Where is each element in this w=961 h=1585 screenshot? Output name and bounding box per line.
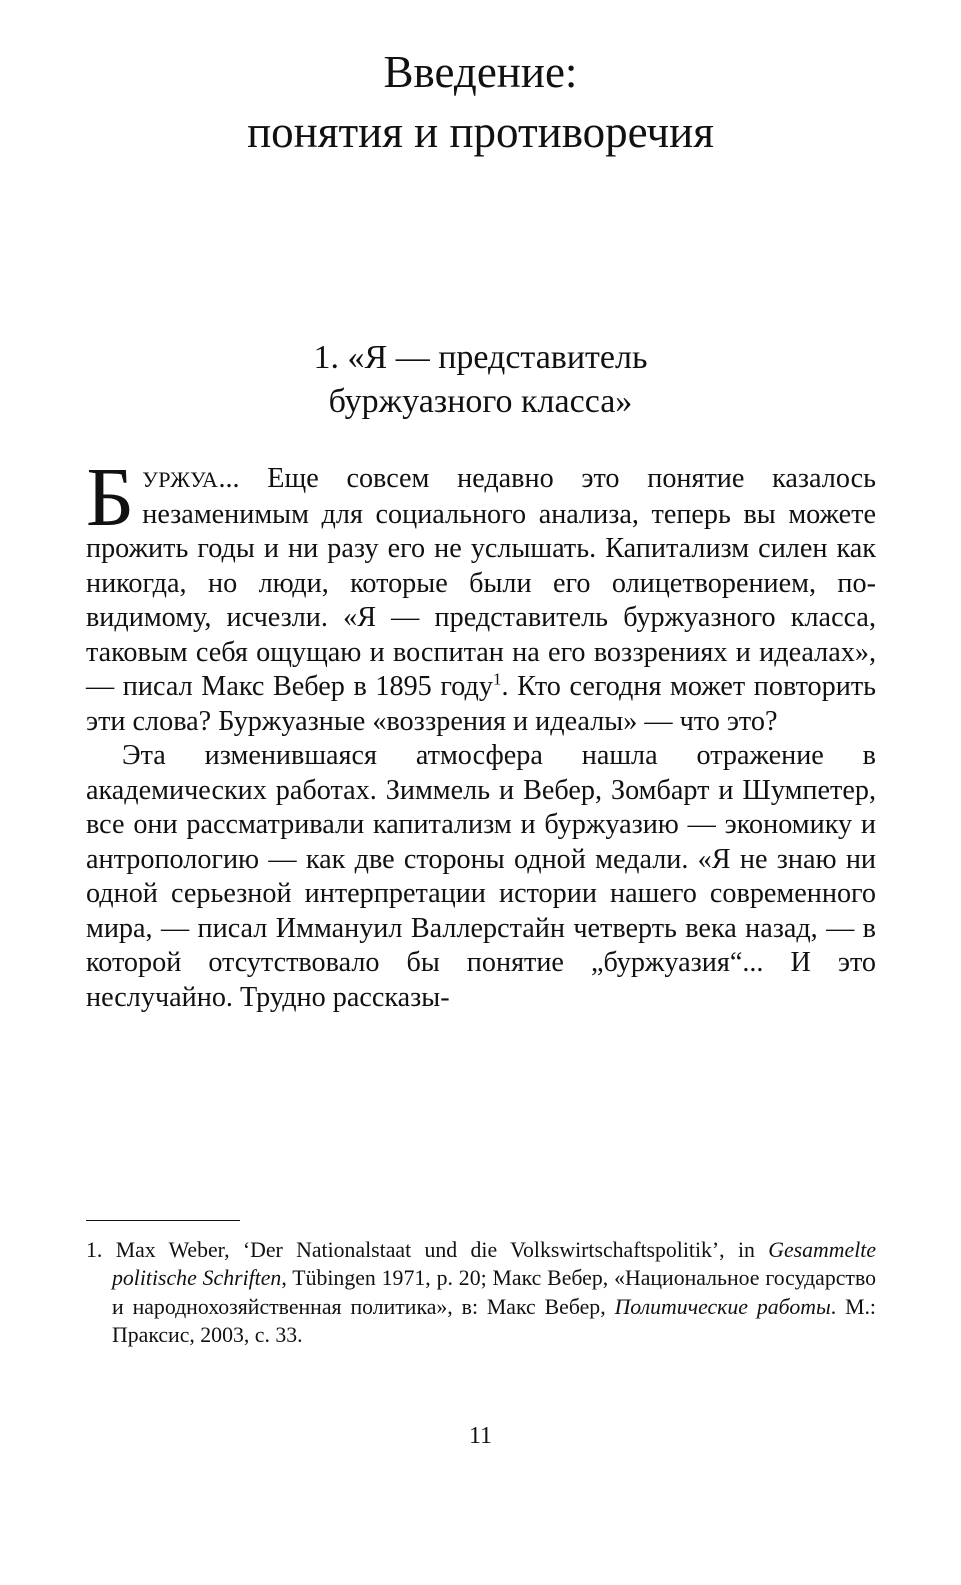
chapter-title: [0, 42, 961, 162]
footnote-italic-title-1: Gesammelte politische Schriften: [112, 1238, 876, 1291]
body-text: [86, 451, 876, 1015]
paragraph-1-text-a: ... Еще совсем недавно это понятие казалось незаменимым для социального анализа, теперь вы можете прожить годы и ни разу его не услышать. Капитализм силен как никогда, но люди, которые были его олицетворением, по-видимому, исчезли. «Я — представитель буржуазного класса, таковым себя ощущаю и воспитан на его воззрениях и идеалах», — писал Макс Вебер в 1895 году: [86, 463, 876, 702]
section-title: [0, 336, 961, 424]
paragraph-1-text-b: . Кто сегодня может повторить эти слова? Буржуазные «воззрения и идеалы» — что это?: [86, 671, 876, 737]
footnote-text-2: , Tübingen 1971, p. 20; Макс Вебер, «Национальное государство и народнохозяйственная политика», в: Макс Вебер,: [112, 1266, 876, 1319]
page-number: 11: [468, 1423, 493, 1449]
footnote-italic-title-2: Политические работы: [614, 1294, 831, 1319]
paragraph-2: Эта изменившаяся атмосфера нашла отражение в академических работах. Зиммель и Вебер, Зомбарт и Шумпетер, все они рассматривали капитализм и буржуазию — экономику и антропологию — как две стороны одной медали. «Я не знаю ни одной серьезной интерпретации истории нашего современного мира, — писал Иммануил Валлерстайн четверть века назад, — в которой отсутствовало бы понятие „буржуазия“... И это неслучайно. Трудно рассказы-: [86, 740, 876, 1013]
footnote: [86, 1236, 876, 1349]
footnote-text-3: . М.: Праксис, 2003, с. 33.: [112, 1294, 876, 1347]
footnote-divider: [86, 1220, 240, 1221]
section-title-line-2: буржуазного класса»: [328, 383, 633, 420]
chapter-title-line-1: Введение:: [383, 47, 578, 97]
footnote-number: 1.: [86, 1238, 103, 1262]
footnote-text-1: Max Weber, ‘Der Nationalstaat und die Volkswirtschaftspolitik’, in: [102, 1238, 769, 1262]
section-title-line-1: 1. «Я — представитель: [313, 339, 648, 376]
chapter-title-line-2: понятия и противоречия: [247, 107, 714, 157]
drop-cap: Б: [86, 451, 135, 544]
opening-small-caps: УРЖУА: [142, 467, 219, 492]
footnote-reference: 1: [492, 669, 502, 689]
paragraph-1: [86, 451, 876, 739]
